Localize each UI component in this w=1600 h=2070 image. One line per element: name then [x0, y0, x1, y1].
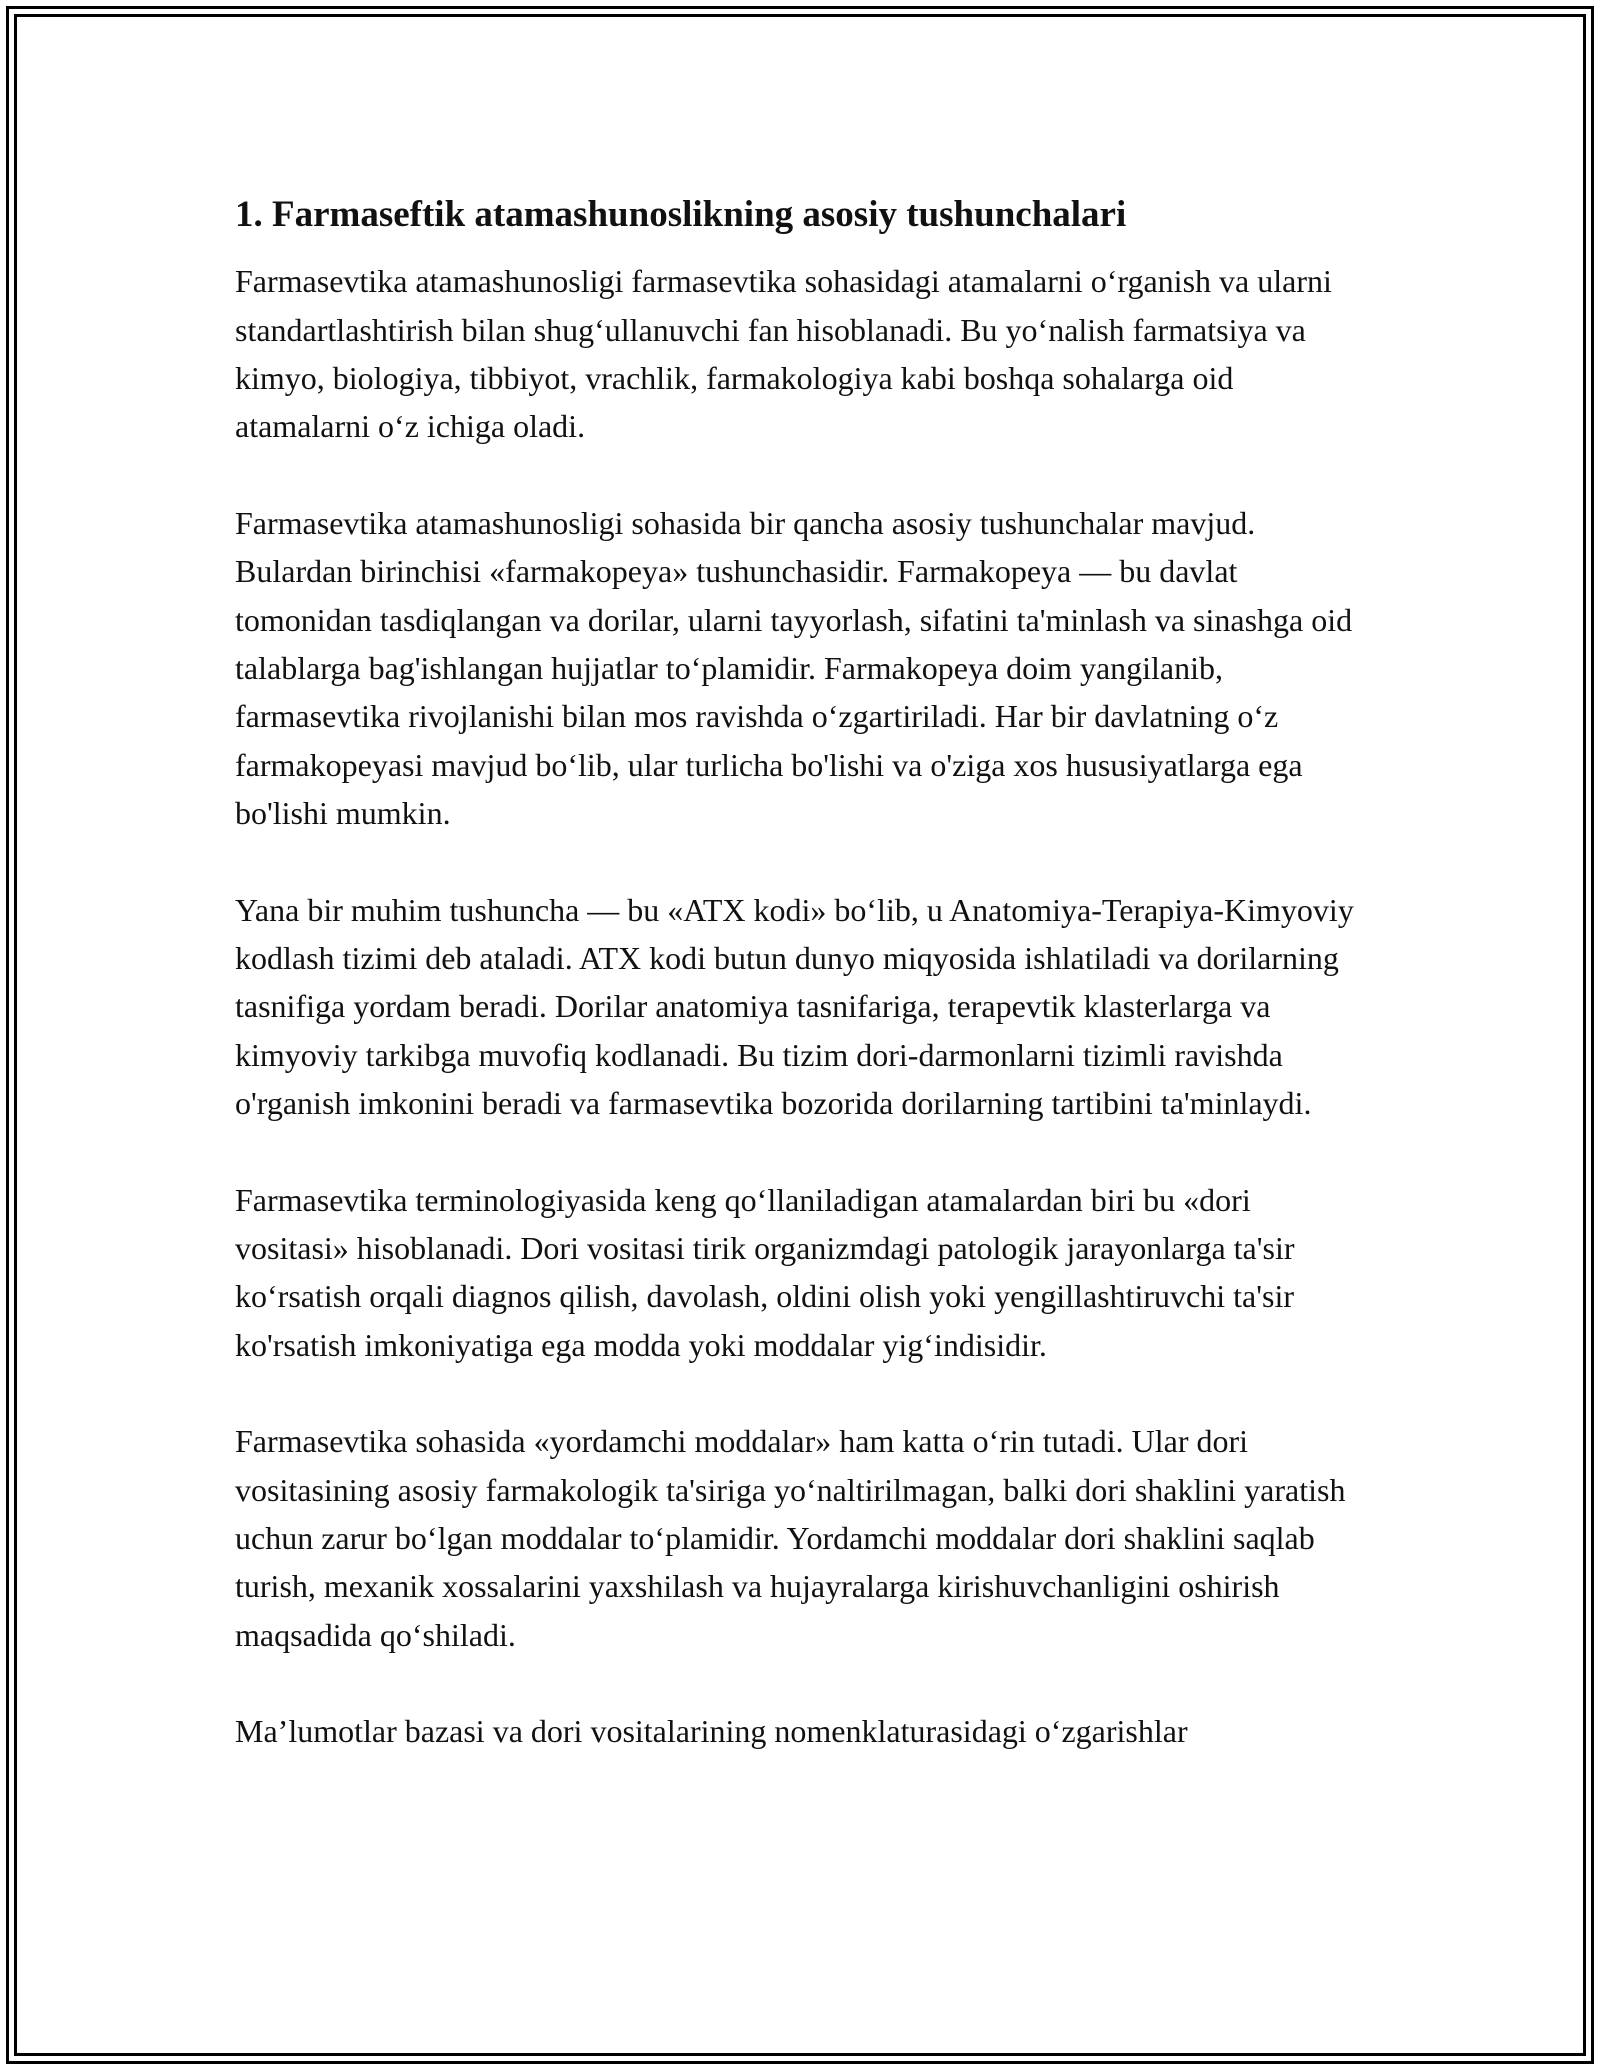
paragraph-3: Yana bir muhim tushuncha — bu «ATX kodi» bo‘lib, u Anatomiya-Terapiya-Kimyoviy kodlash tizimi deb ataladi. ATX kodi butun dunyo miqyosida ishlatiladi va dorilarning tasnifiga yordam beradi. Dorilar anatomiya tasnifariga, terapevtik klasterlarga va kimyoviy tarkibga muvofiq kodlanadi. Bu tizim dori-darmonlarni tizimli ravishda o'rganish imkonini beradi va farmasevtika bozorida dorilarning tartibini ta'minlaydi.: [235, 891, 1354, 1122]
section-heading: 1. Farmaseftik atamashunoslikning asosiy tushunchalari: [235, 194, 1127, 235]
paragraph-5: Farmasevtika sohasida «yordamchi moddalar» ham katta o‘rin tutadi. Ular dori vositasining asosiy farmakologik ta'siriga yo‘naltirilmagan, balki dori shaklini yaratish uchun zarur bo‘lgan moddalar to‘plamidir. Yordamchi moddalar dori shaklini saqlab turish, mexanik xossalarini yaxshilash va hujayralarga kirishuvchanligini oshirish maqsadida qo‘shiladi.: [235, 1423, 1346, 1653]
paragraph-2: Farmasevtika atamashunosligi sohasida bir qancha asosiy tushunchalar mavjud. Bulardan birinchisi «farmakopeya» tushunchasidir. Farmakopeya — bu davlat tomonidan tasdiqlangan va dorilar, ularni tayyorlash, sifatini ta'minlash va sinashga oid talablarga bag'ishlangan hujjatlar to‘plamidir. Farmakopeya doim yangilanib, farmasevtika rivojlanishi bilan mos ravishda o‘zgartiriladi. Har bir davlatning o‘z farmakopeyasi mavjud bo‘lib, ular turlicha bo'lishi va o'ziga xos hususiyatlarga ega bo'lishi mumkin.: [235, 504, 1353, 832]
paragraph-4: Farmasevtika terminologiyasida keng qo‘llaniladigan atamalardan biri bu «dori vositasi» hisoblanadi. Dori vositasi tirik organizmdagi patologik jarayonlarga ta'sir ko‘rsatish orqali diagnos qilish, davolash, oldini olish yoki yengillashtiruvchi ta'sir ko'rsatish imkoniyatiga ega modda yoki moddalar yig‘indisidir.: [235, 1181, 1295, 1363]
document-body: [235, 180, 1360, 1804]
paragraph-1: Farmasevtika atamashunosligi farmasevtika sohasidagi atamalarni o‘rganish va ularni standartlashtirish bilan shug‘ullanuvchi fan hisoblanadi. Bu yo‘nalish farmatsiya va kimyo, biologiya, tibbiyot, vrachlik, farmakologiya kabi boshqa sohalarga oid atamalarni o‘z ichiga oladi.: [235, 263, 1332, 445]
paragraph-6: Ma’lumotlar bazasi va dori vositalarining nomenklaturasidagi o‘zgarishlar: [235, 1713, 1188, 1750]
